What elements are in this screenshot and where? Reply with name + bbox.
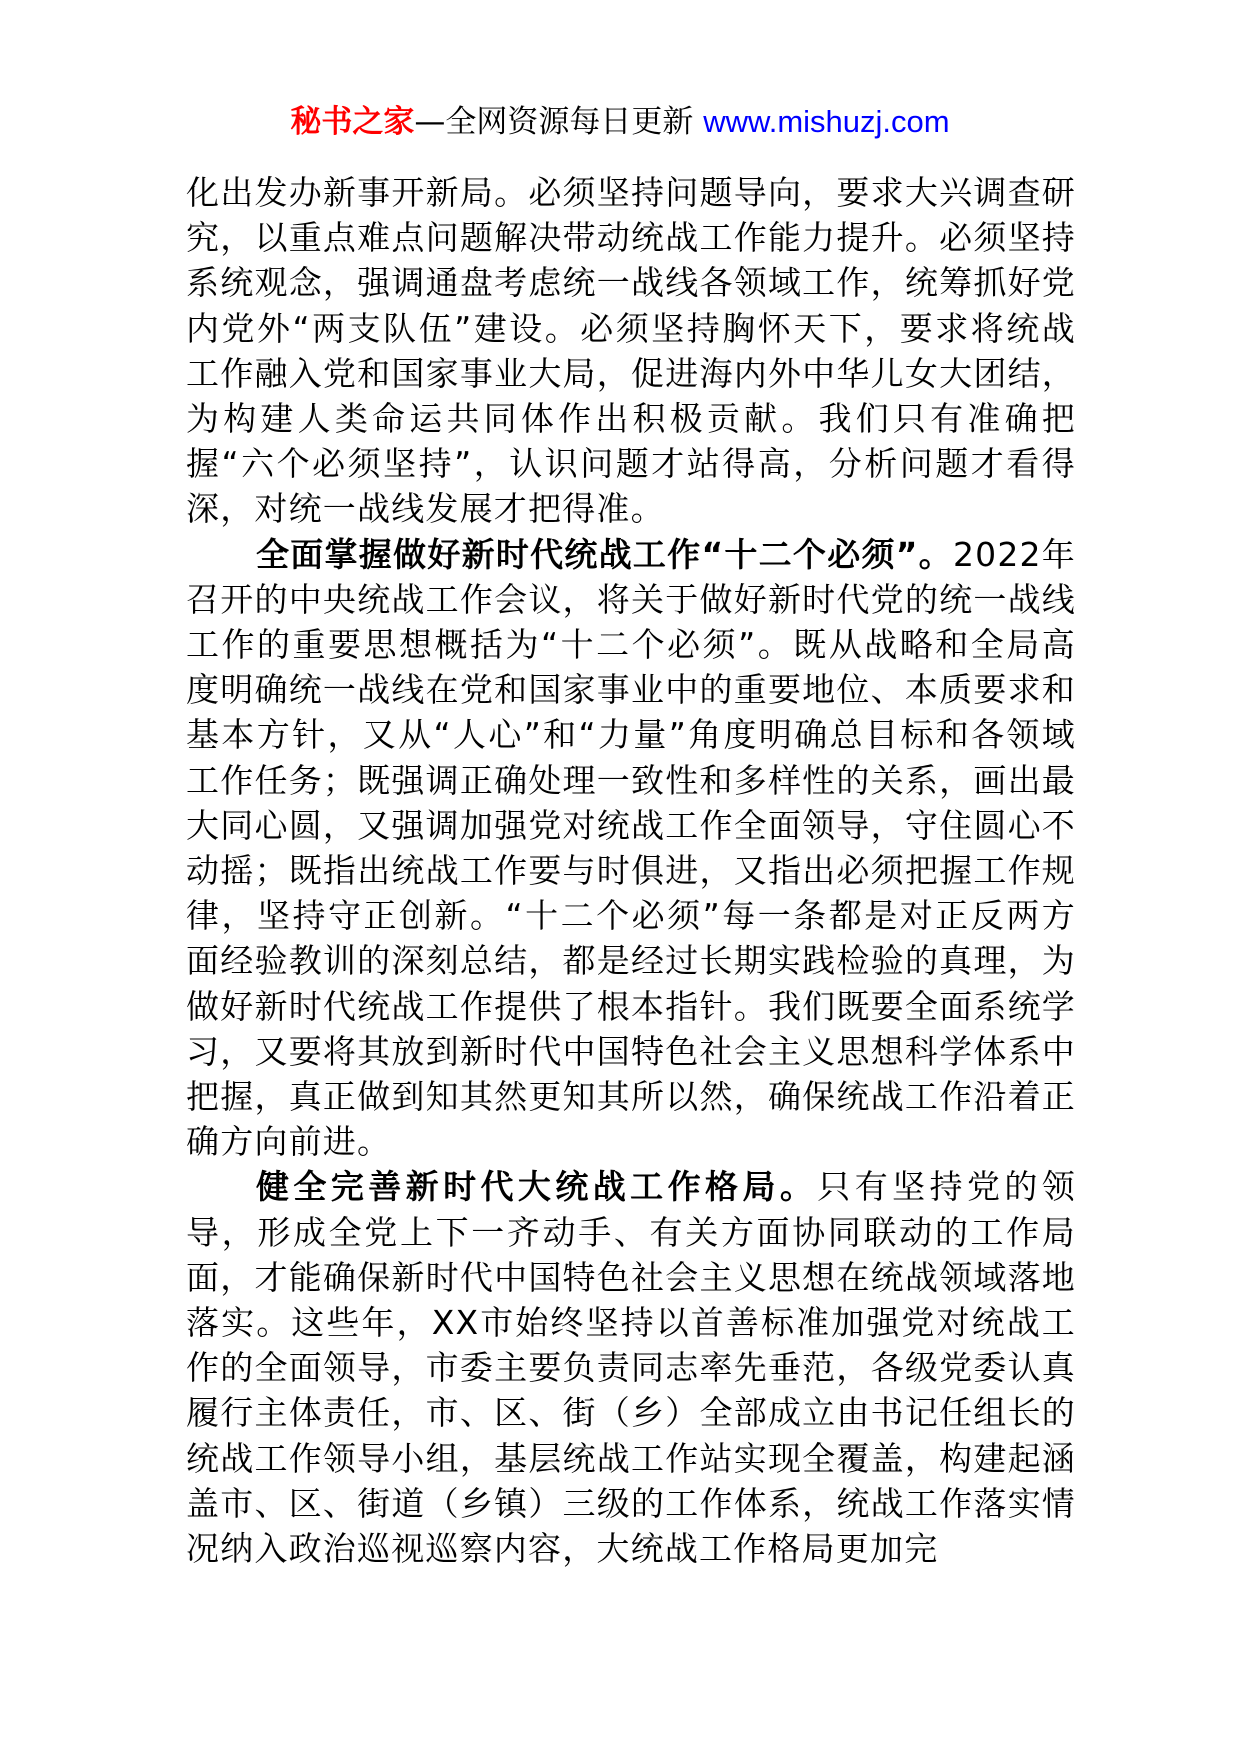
paragraph-3-heading: 健全完善新时代大统战工作格局。: [256, 1167, 818, 1207]
paragraph-2-text: 2022年召开的中央统战工作会议，将关于做好新时代党的统一战线工作的重要思想概括为“十二个必须”。既从战略和全局高度明确统一战线在党和国家事业中的重要地位、本质要求和基本方针，又从“人心”和“力量”角度明确总目标和各领域工作任务；既强调正确处理一致性和多样性的关系，画出最大同心圆，又强调加强党对统战工作全面领导，守住圆心不动摇；既指出统战工作要与时俱进，又指出必须把握工作规律，坚持守正创新。“十二个必须”每一条都是对正反两方面经验教训的深刻总结，都是经过长期实践检验的真理，为做好新时代统战工作提供了根本指针。我们既要全面系统学习，又要将其放到新时代中国特色社会主义思想科学体系中把握，真正做到知其然更知其所以然，确保统战工作沿着正确方向前进。: [186, 534, 1077, 1162]
header-tagline: —全网资源每日更新: [414, 104, 704, 140]
paragraph-1: [186, 170, 1076, 532]
paragraph-3: [186, 1164, 1076, 1571]
paragraph-2: [186, 532, 1076, 1165]
paragraph-3-text: 只有坚持党的领导，形成全党上下一齐动手、有关方面协同联动的工作局面，才能确保新时代中国特色社会主义思想在统战领域落地落实。这些年，XX市始终坚持以首善标准加强党对统战工作的全面领导，市委主要负责同志率先垂范，各级党委认真履行主体责任，市、区、街（乡）全部成立由书记任组长的统战工作领导小组，基层统战工作站实现全覆盖，构建起涵盖市、区、街道（乡镇）三级的工作体系，统战工作落实情况纳入政治巡视巡察内容，大统战工作格局更加完: [186, 1167, 1076, 1569]
paragraph-1-text: 化出发办新事开新局。必须坚持问题导向，要求大兴调查研究，以重点难点问题解决带动统战工作能力提升。必须坚持系统观念，强调通盘考虑统一战线各领域工作，统筹抓好党内党外“两支队伍”建设。必须坚持胸怀天下，要求将统战工作融入党和国家事业大局，促进海内外中华儿女大团结，为构建人类命运共同体作出积极贡献。我们只有准确把握“六个必须坚持”，认识问题才站得高，分析问题才看得深，对统一战线发展才把得准。: [186, 173, 1076, 529]
document-body: [186, 170, 1076, 1571]
paragraph-2-heading: 全面掌握做好新时代统战工作“十二个必须”。: [256, 534, 953, 574]
page-header: [0, 102, 1240, 142]
website-link[interactable]: www.mishuzj.com: [703, 104, 950, 139]
brand-name: 秘书之家: [290, 104, 415, 140]
